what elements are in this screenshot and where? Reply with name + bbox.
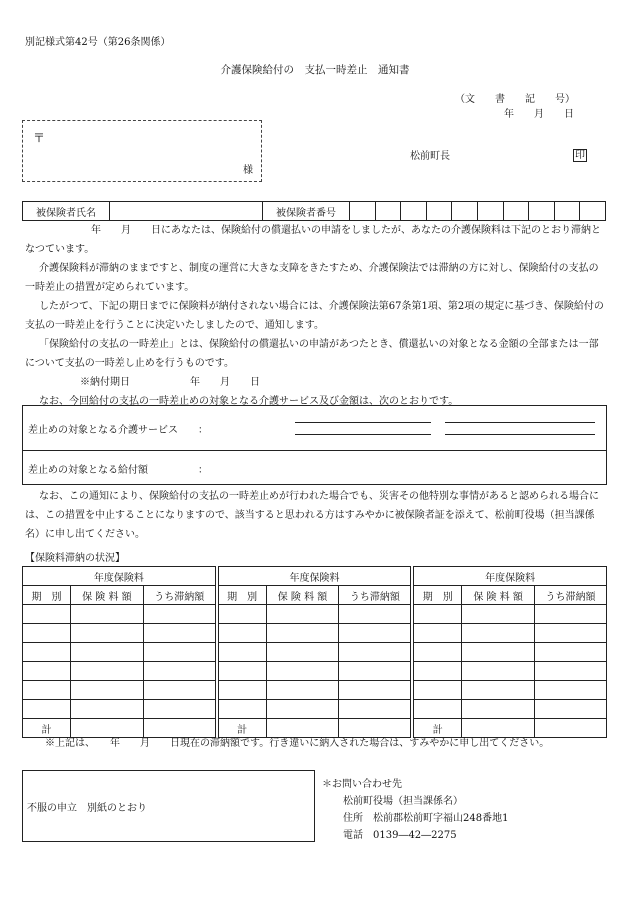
col-premium: 保 険 料 額 xyxy=(462,586,535,605)
suspension-target-box xyxy=(22,405,607,485)
arrears-row xyxy=(23,681,607,700)
table-cell xyxy=(414,624,462,643)
table-cell xyxy=(143,624,215,643)
table-cell xyxy=(414,643,462,662)
objection-text: 不服の申立 別紙のとおり xyxy=(27,803,147,814)
paragraph-4: 「保険給付の支払の一時差止」とは、保険給付の償還払いの申請があつたとき、償還払いの対象となる金額の全部または一部について支払の一時差し止めを行うものです。 xyxy=(25,339,599,369)
table-cell xyxy=(23,624,71,643)
issue-date: 年 月 日 xyxy=(504,109,574,120)
table-cell xyxy=(535,681,607,700)
contact-address: 住所 松前郡松前町字福山248番地1 xyxy=(343,813,509,824)
arrears-table xyxy=(22,566,607,738)
table-cell xyxy=(414,700,462,719)
table-cell xyxy=(143,605,215,624)
col-period: 期 別 xyxy=(414,586,462,605)
insured-number-digit xyxy=(452,202,478,221)
insured-number-digit xyxy=(375,202,401,221)
table-cell xyxy=(414,605,462,624)
arrears-row xyxy=(23,700,607,719)
due-date: ※納付期日 年 月 日 xyxy=(80,377,260,388)
table-cell xyxy=(266,662,339,681)
seal-label: 印 xyxy=(575,150,585,161)
table-cell xyxy=(339,624,411,643)
insured-name-value xyxy=(110,202,263,221)
table-cell xyxy=(339,662,411,681)
table-cell xyxy=(535,605,607,624)
table-cell xyxy=(339,700,411,719)
insured-number-digit xyxy=(503,202,529,221)
objection-box xyxy=(22,770,315,842)
paragraph-3: したがつて、下記の期日までに保険料が納付されない場合には、介護保険法第67条第1項、第2項の規定に基づき、保険給付の支払の一時差止を行うことに決定いたしましたので、通知します。 xyxy=(25,301,604,331)
table-cell xyxy=(339,681,411,700)
table-cell xyxy=(23,605,71,624)
insured-name-label: 被保険者氏名 xyxy=(23,202,110,221)
box-divider xyxy=(23,450,606,451)
arrears-row xyxy=(23,605,607,624)
col-premium: 保 険 料 額 xyxy=(266,586,339,605)
table-cell xyxy=(23,681,71,700)
insured-number-digit xyxy=(401,202,427,221)
year-header: 年度保険料 xyxy=(23,567,216,586)
table-cell xyxy=(414,662,462,681)
year-header: 年度保険料 xyxy=(218,567,411,586)
table-cell xyxy=(23,643,71,662)
table-cell xyxy=(462,662,535,681)
table-cell xyxy=(70,662,143,681)
table-cell xyxy=(462,605,535,624)
service-blank xyxy=(445,434,595,435)
address-box xyxy=(22,120,262,182)
insured-number-digit xyxy=(529,202,555,221)
table-cell xyxy=(23,700,71,719)
arrears-row xyxy=(23,643,607,662)
table-cell xyxy=(143,681,215,700)
table-cell xyxy=(462,700,535,719)
table-cell xyxy=(218,605,266,624)
table-cell xyxy=(535,662,607,681)
service-blank xyxy=(295,434,431,435)
table-cell xyxy=(70,700,143,719)
arrears-heading: 【保険料滞納の状況】 xyxy=(25,553,125,564)
table-cell xyxy=(535,643,607,662)
col-arrears: うち滞納額 xyxy=(535,586,607,605)
table-cell xyxy=(339,605,411,624)
table-cell xyxy=(462,624,535,643)
postal-mark: 〒 xyxy=(33,131,46,145)
document-number: （文 書 記 号） xyxy=(455,94,575,105)
insured-number-digit xyxy=(350,202,376,221)
table-cell xyxy=(143,700,215,719)
table-cell xyxy=(23,662,71,681)
year-header: 年度保険料 xyxy=(414,567,607,586)
footnote: ※上記は、 年 月 日現在の滞納額です。行き違いに納入された場合は、すみやかに申し出てください。 xyxy=(45,738,550,749)
table-cell xyxy=(266,605,339,624)
table-cell xyxy=(266,643,339,662)
service-blank xyxy=(295,422,431,423)
table-cell xyxy=(70,643,143,662)
table-cell xyxy=(70,624,143,643)
table-cell xyxy=(70,681,143,700)
col-period: 期 別 xyxy=(218,586,266,605)
table-cell xyxy=(70,605,143,624)
arrears-row xyxy=(23,624,607,643)
table-cell xyxy=(218,681,266,700)
total-label: 計 xyxy=(414,719,462,738)
contact-phone: 電話 0139―42―2275 xyxy=(343,830,457,841)
paragraph-1: 年 月 日にあなたは、保険給付の償還払いの申請をしましたが、あなたの介護保険料は下記のとおり滞納となつています。 xyxy=(25,225,601,255)
table-cell xyxy=(266,700,339,719)
table-cell xyxy=(218,662,266,681)
note-line: なお、今回給付の支払の一時差止めの対象となる介護サービス及び金額は、次のとおりです。 xyxy=(39,396,459,407)
col-arrears: うち滞納額 xyxy=(339,586,411,605)
table-cell xyxy=(535,624,607,643)
document-title: 介護保険給付の 支払一時差止 通知書 xyxy=(220,64,410,76)
table-cell xyxy=(218,624,266,643)
table-cell xyxy=(143,643,215,662)
insured-number-digit xyxy=(477,202,503,221)
insured-table xyxy=(22,201,606,221)
paragraph-2: 介護保険料が滞納のままですと、制度の運営に大きな支障をきたすため、介護保険法では滞納の方に対し、保険給付の支払の一時差止の措置が定められています。 xyxy=(25,263,599,293)
table-cell xyxy=(143,662,215,681)
insured-number-digit xyxy=(554,202,580,221)
col-arrears: うち滞納額 xyxy=(143,586,215,605)
table-cell xyxy=(339,643,411,662)
insured-number-digit xyxy=(580,202,606,221)
table-cell xyxy=(414,681,462,700)
service-label: 差止めの対象となる介護サービス ： xyxy=(28,425,208,436)
table-cell xyxy=(266,624,339,643)
closing-paragraph: なお、この通知により、保険給付の支払の一時差止めが行われた場合でも、災害その他特別な事情があると認められる場合には、この措置を中止することになりますので、該当すると思われる方はすみやかに被保険者証を添えて、松前町役場（担当課係名）に申し出てください。 xyxy=(25,491,599,540)
table-cell xyxy=(535,700,607,719)
contact-office: 松前町役場（担当課係名） xyxy=(343,796,463,807)
arrears-row xyxy=(23,662,607,681)
col-period: 期 別 xyxy=(23,586,71,605)
issuer-name: 松前町長 xyxy=(410,151,450,162)
insured-number-label: 被保険者番号 xyxy=(263,202,350,221)
table-cell xyxy=(218,700,266,719)
amount-label: 差止めの対象となる給付額 ： xyxy=(28,465,208,476)
table-cell xyxy=(218,643,266,662)
table-cell xyxy=(462,643,535,662)
service-blank xyxy=(445,422,595,423)
col-premium: 保 険 料 額 xyxy=(70,586,143,605)
honorific-sama: 様 xyxy=(243,165,253,176)
total-label: 計 xyxy=(23,719,71,738)
total-label: 計 xyxy=(218,719,266,738)
seal-mark xyxy=(573,146,587,161)
form-number: 別記様式第42号（第26条関係） xyxy=(25,37,171,48)
table-cell xyxy=(266,681,339,700)
table-cell xyxy=(462,681,535,700)
contact-heading: ＊お問い合わせ先 xyxy=(322,779,402,790)
insured-number-digit xyxy=(426,202,452,221)
